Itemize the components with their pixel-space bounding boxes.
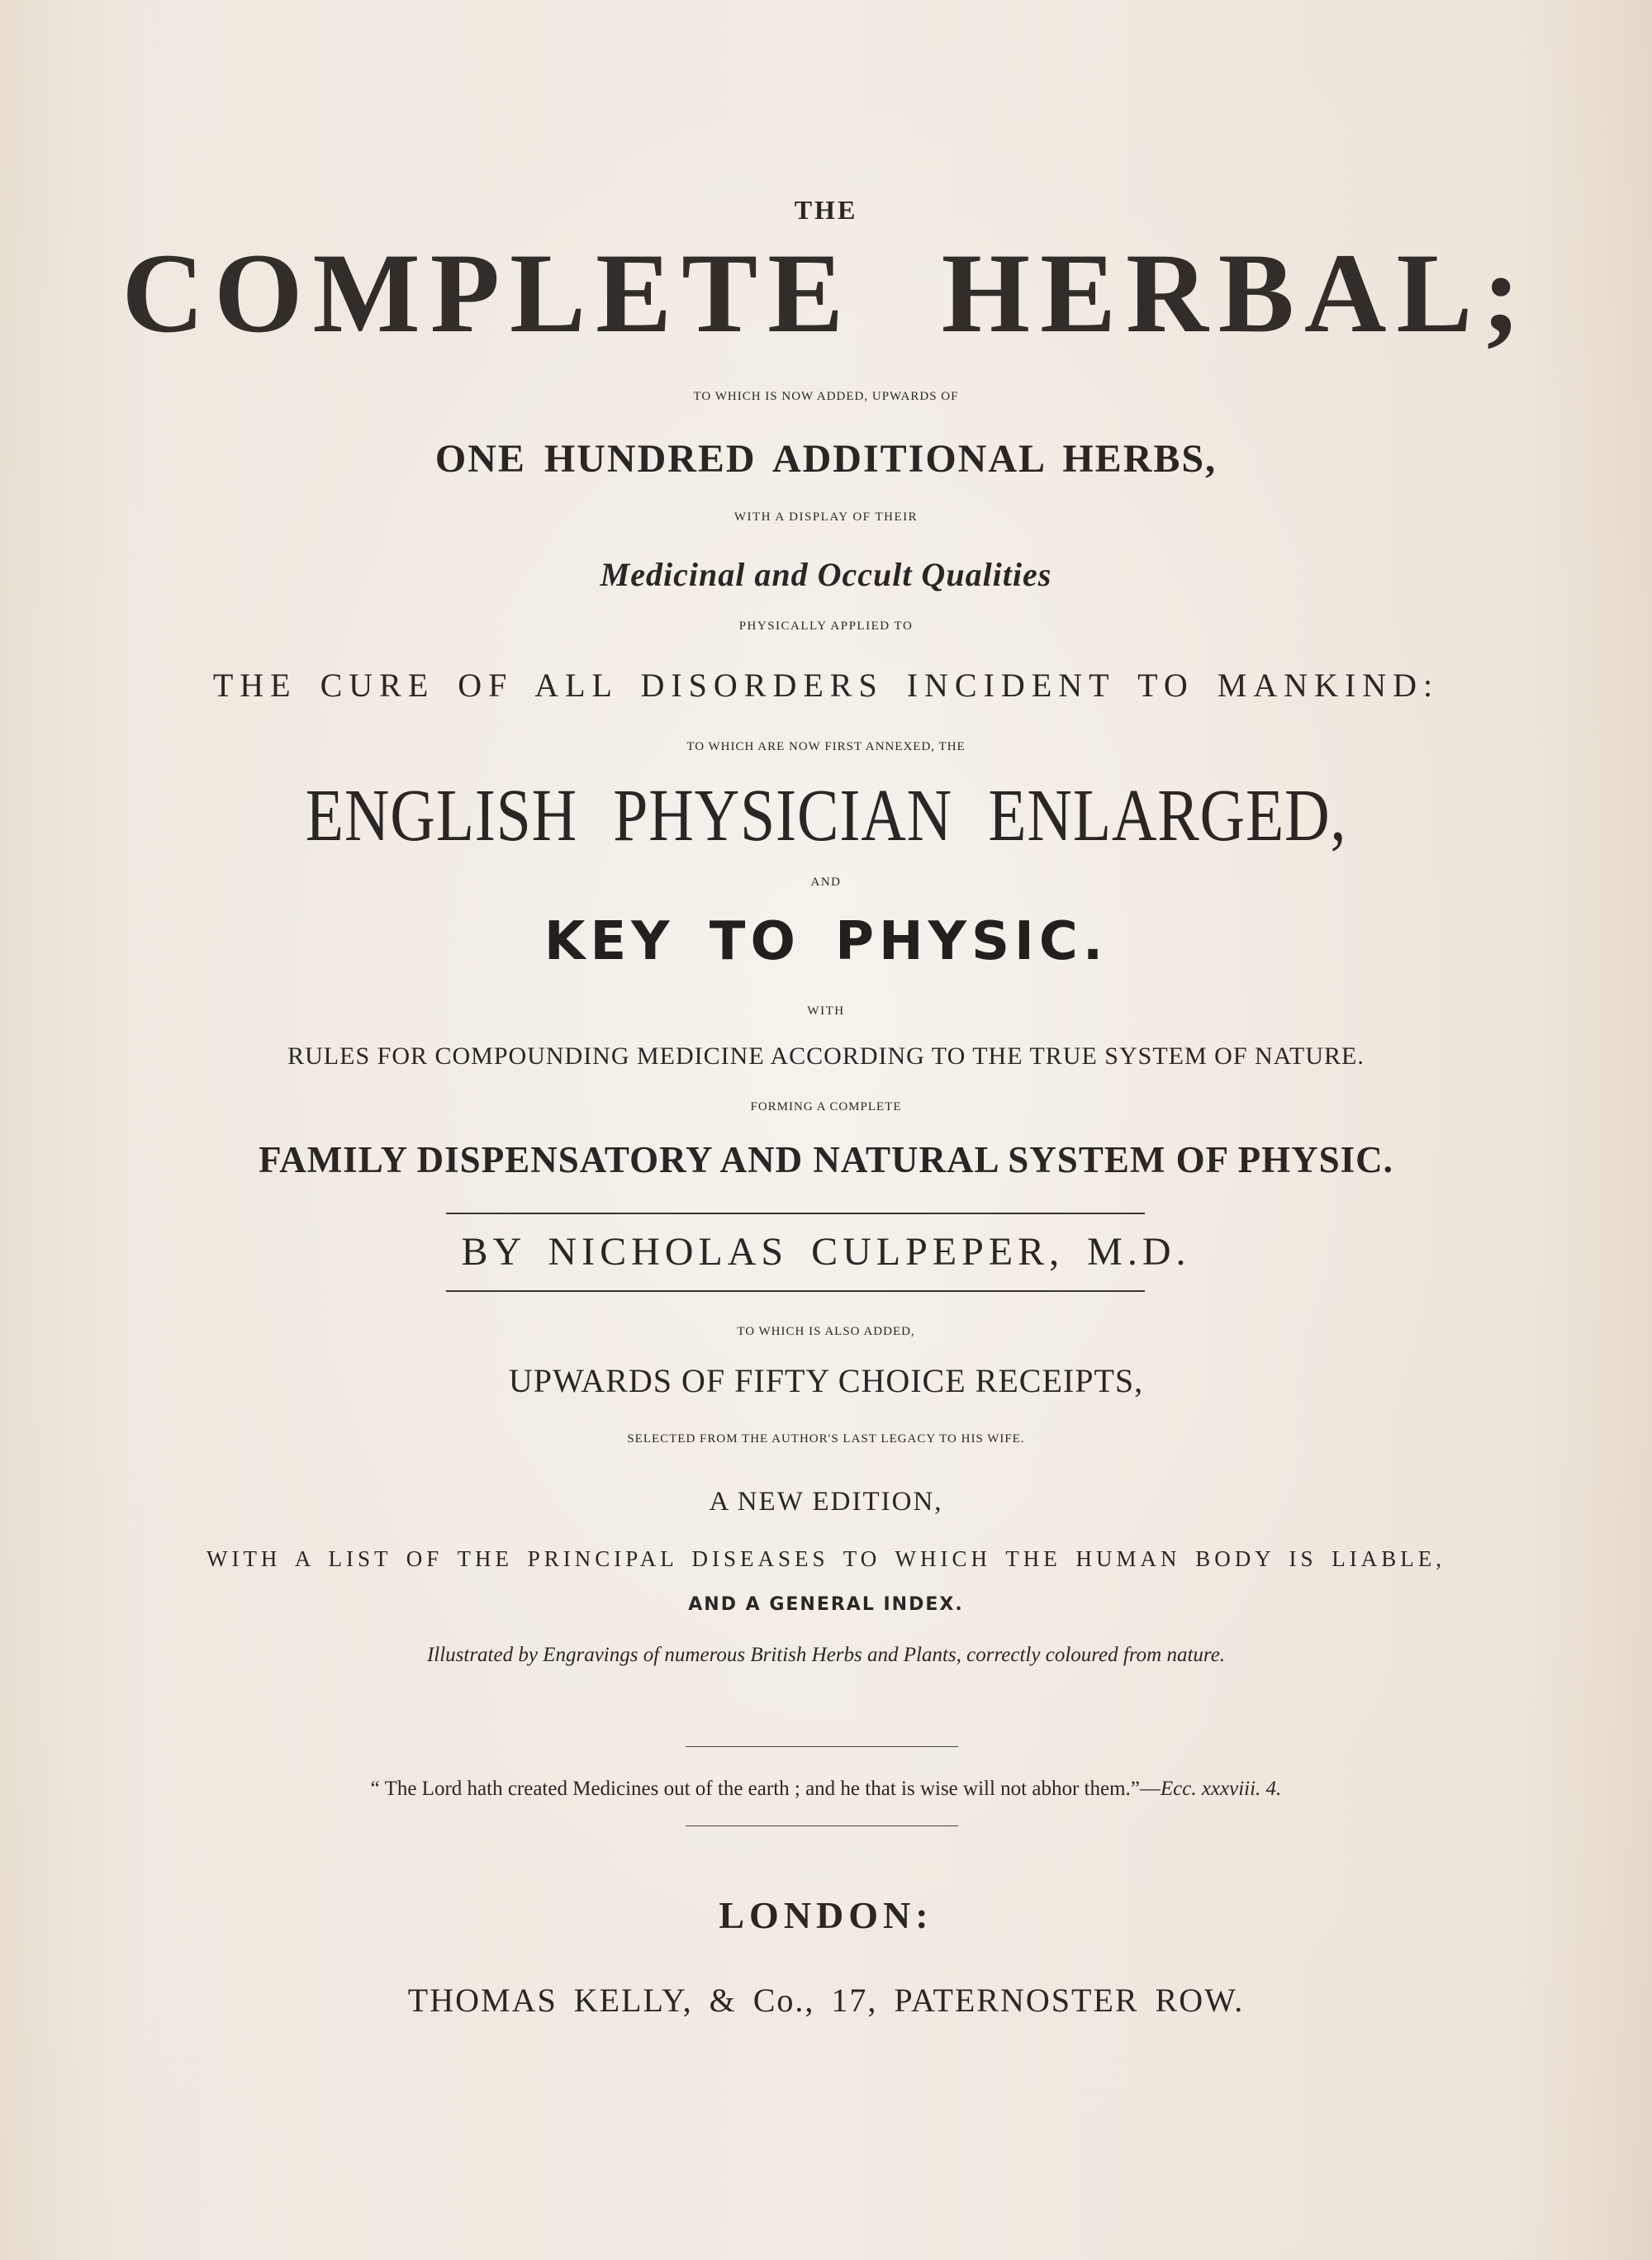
forming-intro: FORMING A COMPLETE [750, 1100, 902, 1113]
edition-line: A NEW EDITION, [709, 1487, 943, 1517]
illustrated-line: Illustrated by Engravings of numerous British Herbs and Plants, correctly coloured from nature. [426, 1644, 1226, 1666]
publisher-line: THOMAS KELLY, & Co., 17, PATERNOSTER ROW. [407, 1982, 1245, 2019]
added-intro: TO WHICH IS NOW ADDED, UPWARDS OF [693, 390, 959, 403]
applied-intro: PHYSICALLY APPLIED TO [738, 620, 914, 633]
physician-heading: ENGLISH PHYSICIAN ENLARGED, [305, 775, 1347, 857]
author-rule-bottom [446, 1290, 1145, 1292]
with-connector: WITH [807, 1004, 845, 1018]
title-the: THE [794, 195, 858, 225]
author-rule-top [446, 1213, 1145, 1214]
city-line: LONDON: [719, 1894, 933, 1936]
receipts-heading: UPWARDS OF FIFTY CHOICE RECEIPTS, [508, 1362, 1144, 1399]
author-line: BY NICHOLAS CULPEPER, M.D. [461, 1230, 1191, 1274]
also-added-intro: TO WHICH IS ALSO ADDED, [737, 1325, 915, 1338]
diseases-line: WITH A LIST OF THE PRINCIPAL DISEASES TO WHICH THE HUMAN BODY IS LIABLE, [206, 1546, 1446, 1571]
cure-heading: THE CURE OF ALL DISORDERS INCIDENT TO MANKIND: [212, 667, 1440, 704]
annexed-intro: TO WHICH ARE NOW FIRST ANNEXED, THE [686, 740, 966, 753]
qualities-heading: Medicinal and Occult Qualities [600, 556, 1052, 593]
quote-rule-top [686, 1746, 958, 1747]
index-line: AND A GENERAL INDEX. [688, 1594, 964, 1615]
quote-text: “ The Lord hath created Medicines out of the earth ; and he that is wise will not abhor them.”— [370, 1778, 1161, 1800]
key-heading: KEY TO PHYSIC. [544, 911, 1108, 972]
display-intro: WITH A DISPLAY OF THEIR [733, 510, 919, 524]
hundred-herbs-heading: ONE HUNDRED ADDITIONAL HERBS, [434, 437, 1218, 481]
legacy-note: SELECTED FROM THE AUTHOR'S LAST LEGACY TO HIS WIFE. [627, 1432, 1025, 1446]
and-connector: AND [810, 876, 842, 889]
dispensatory-heading: FAMILY DISPENSATORY AND NATURAL SYSTEM OF PHYSIC. [259, 1139, 1393, 1180]
main-title: COMPLETE HERBAL; [121, 230, 1531, 356]
quote-source: Ecc. xxxviii. 4. [1160, 1778, 1282, 1800]
rules-heading: RULES FOR COMPOUNDING MEDICINE ACCORDING TO THE TRUE SYSTEM OF NATURE. [287, 1042, 1365, 1070]
scripture-quote [0, 1778, 1652, 1801]
